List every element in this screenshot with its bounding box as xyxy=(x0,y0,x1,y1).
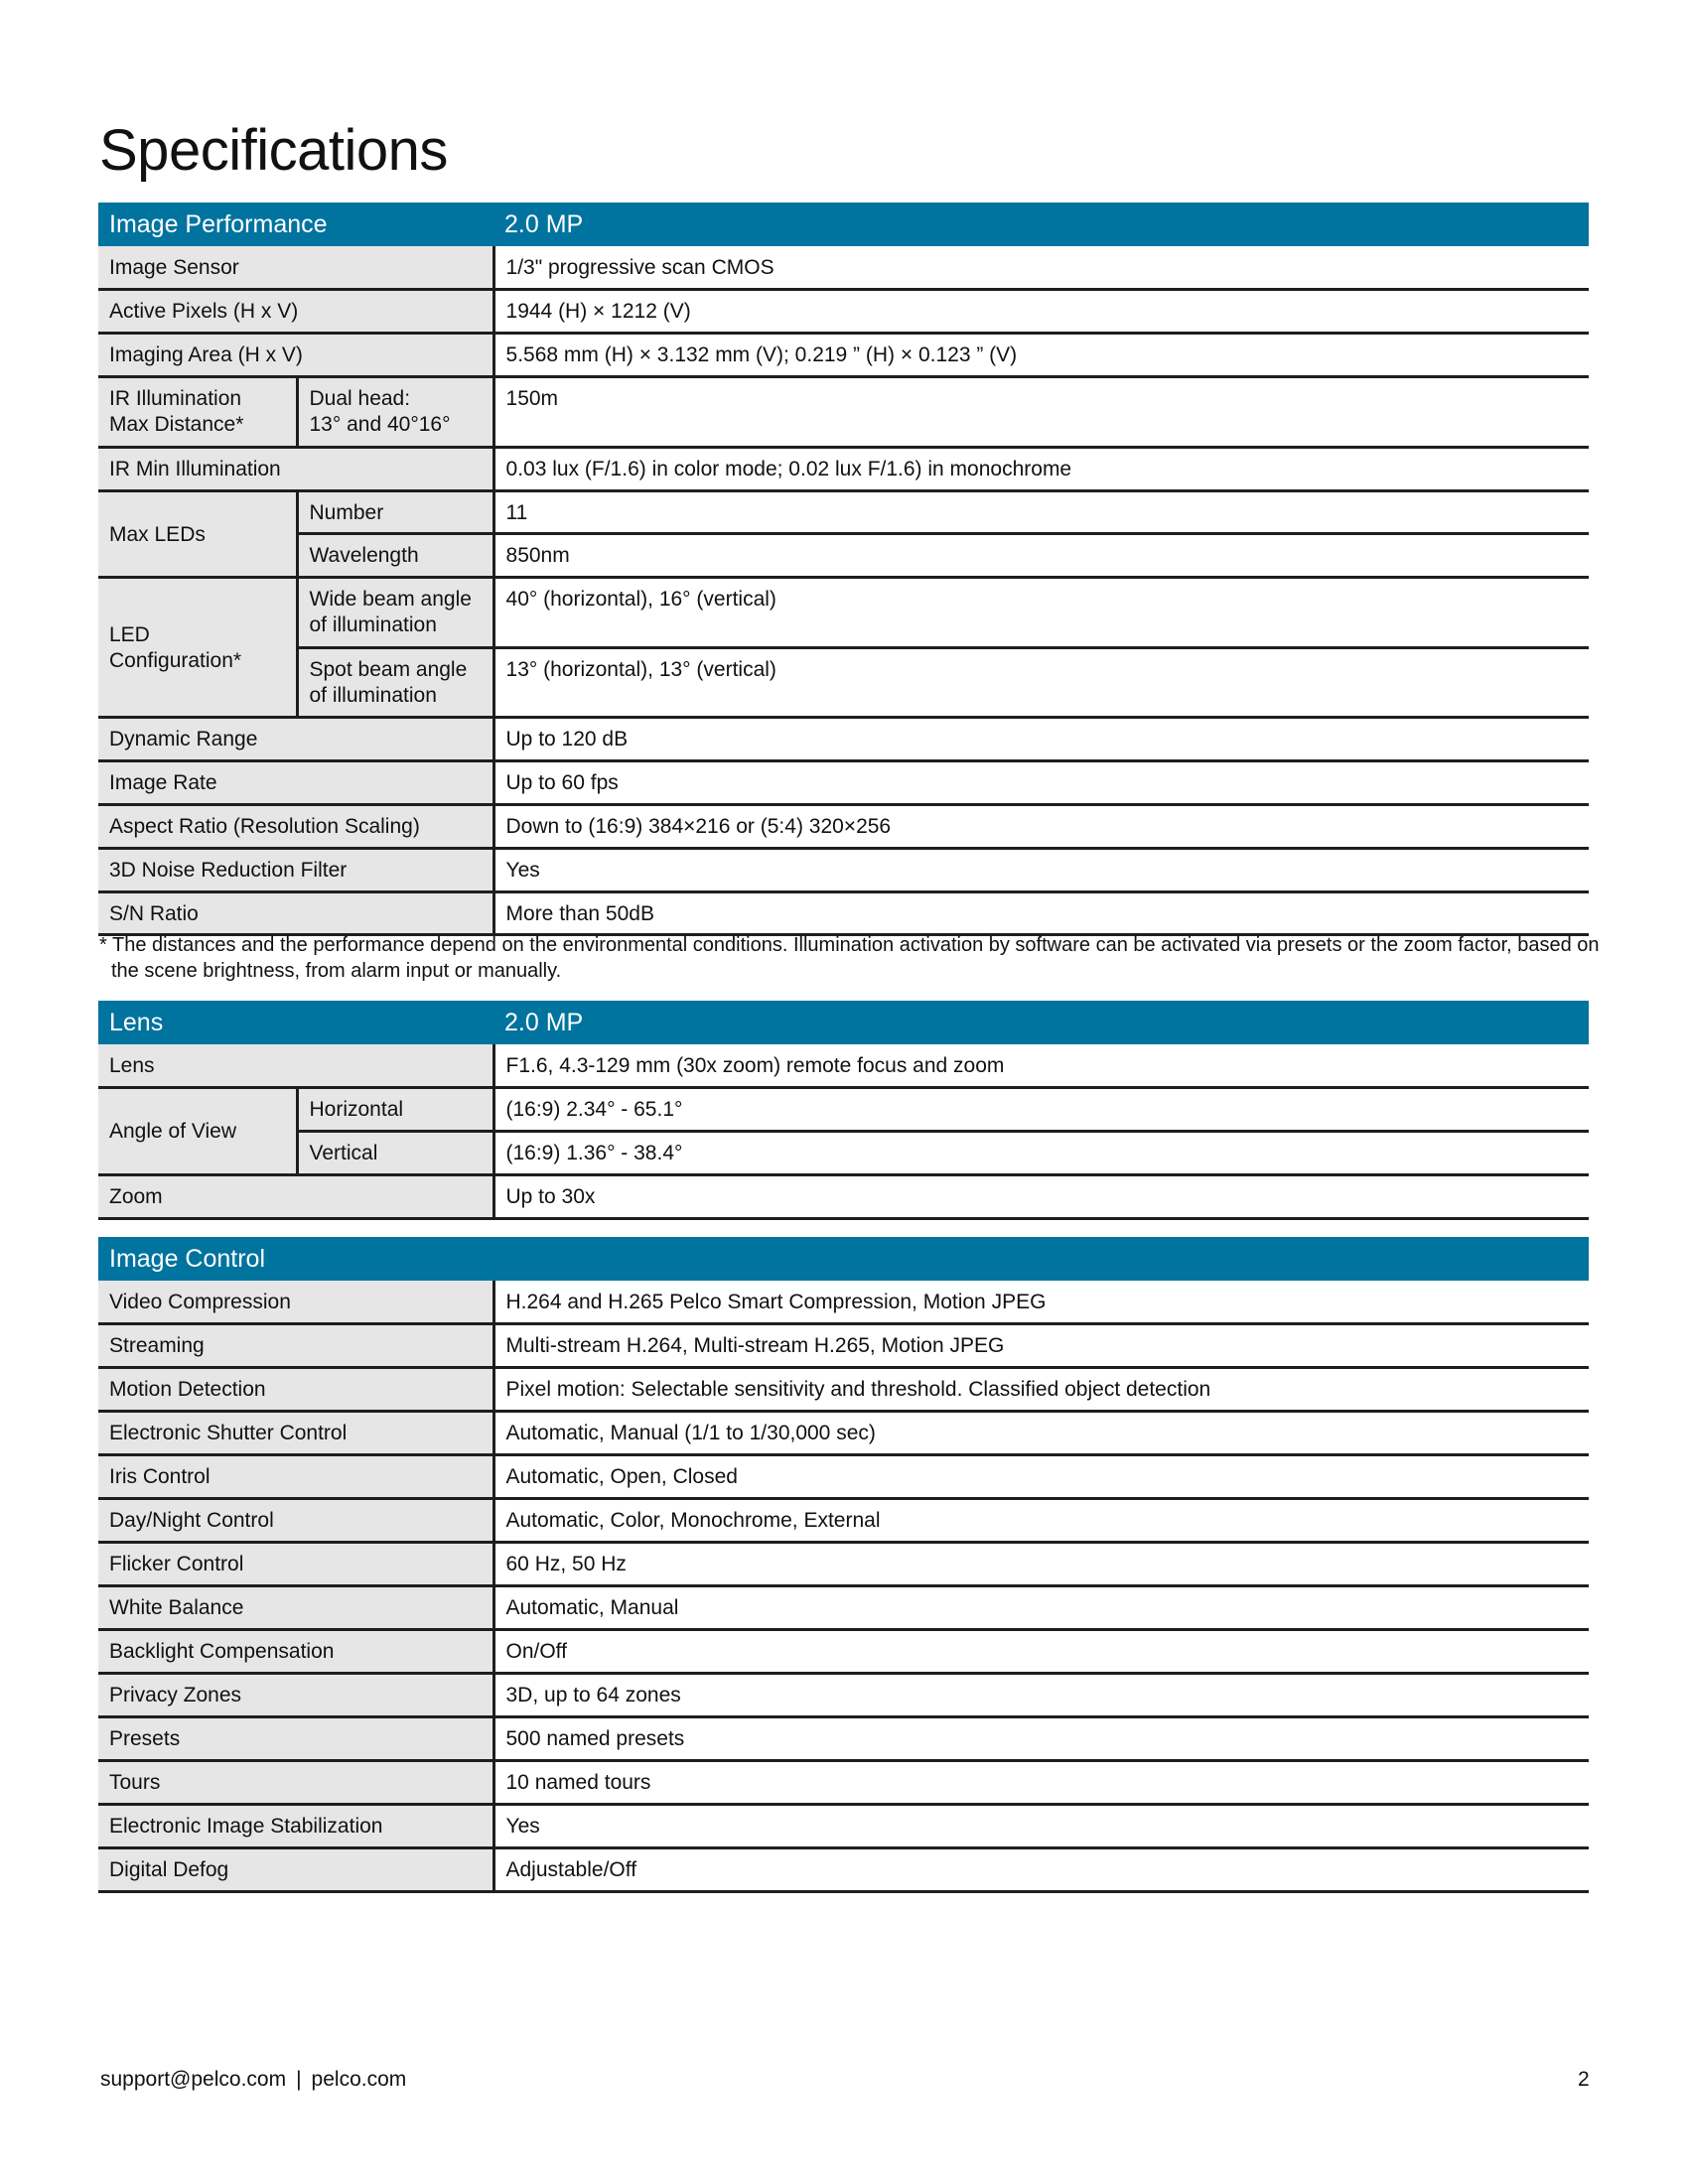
sublabel-line: 13° and 40°16° xyxy=(309,412,451,436)
section-title: Image Performance xyxy=(98,203,493,246)
row-value: (16:9) 1.36° - 38.4° xyxy=(493,1131,1589,1174)
row-label: Electronic Shutter Control xyxy=(98,1411,493,1454)
label-line: IR Illumination xyxy=(109,386,242,410)
footer-separator: | xyxy=(296,2068,302,2091)
row-value: 10 named tours xyxy=(493,1760,1589,1804)
row-label: Video Compression xyxy=(98,1281,493,1323)
row-label: 3D Noise Reduction Filter xyxy=(98,848,493,891)
table-row xyxy=(98,1760,1589,1804)
row-value: More than 50dB xyxy=(493,891,1589,934)
row-label: Active Pixels (H x V) xyxy=(98,289,493,333)
row-value: (16:9) 2.34° - 65.1° xyxy=(493,1087,1589,1131)
row-sublabel xyxy=(297,577,493,647)
table-row-angle-of-view xyxy=(98,1087,1589,1131)
label-line: Max Distance* xyxy=(109,412,244,436)
table-row xyxy=(98,1716,1589,1760)
table-row-ir-illumination xyxy=(98,376,1589,447)
row-label: Presets xyxy=(98,1716,493,1760)
footnote: * The distances and the performance depend on the environmental conditions. Illumination activation by software can be activated via presets or the zoom factor, based on the scene brightness, from alarm input or manually. xyxy=(99,934,1600,982)
row-value: 3D, up to 64 zones xyxy=(493,1673,1589,1716)
image-performance-header xyxy=(98,203,1589,246)
row-label: S/N Ratio xyxy=(98,891,493,934)
row-value: 13° (horizontal), 13° (vertical) xyxy=(493,647,1589,717)
table-row xyxy=(98,1847,1589,1891)
row-label: Angle of View xyxy=(98,1087,297,1174)
row-value: 5.568 mm (H) × 3.132 mm (V); 0.219 ” (H) × 0.123 ” (V) xyxy=(493,333,1589,376)
row-sublabel: Horizontal xyxy=(297,1087,493,1131)
table-row-angle-of-view xyxy=(98,1131,1589,1174)
section-title: Lens xyxy=(98,1001,493,1044)
support-email-link[interactable]: support@pelco.com xyxy=(100,2068,287,2091)
row-value: Yes xyxy=(493,848,1589,891)
page-title: Specifications xyxy=(99,118,448,183)
row-value: 850nm xyxy=(493,533,1589,577)
table-row xyxy=(98,848,1589,891)
row-label: IR Min Illumination xyxy=(98,447,493,490)
table-row xyxy=(98,1281,1589,1323)
row-sublabel: Wavelength xyxy=(297,533,493,577)
row-value: Multi-stream H.264, Multi-stream H.265, Motion JPEG xyxy=(493,1323,1589,1367)
table-row xyxy=(98,1629,1589,1673)
table-row-led-configuration xyxy=(98,647,1589,717)
label-line: LED xyxy=(109,622,150,646)
page-number: 2 xyxy=(1578,2068,1590,2091)
image-performance-table xyxy=(98,203,1589,936)
row-label: Digital Defog xyxy=(98,1847,493,1891)
table-row xyxy=(98,1454,1589,1498)
row-value: Automatic, Manual (1/1 to 1/30,000 sec) xyxy=(493,1411,1589,1454)
row-label: Day/Night Control xyxy=(98,1498,493,1542)
row-value: Automatic, Open, Closed xyxy=(493,1454,1589,1498)
table-row xyxy=(98,1174,1589,1218)
row-value: On/Off xyxy=(493,1629,1589,1673)
row-label: Zoom xyxy=(98,1174,493,1218)
row-label: Electronic Image Stabilization xyxy=(98,1804,493,1847)
row-value: 11 xyxy=(493,490,1589,533)
table-row xyxy=(98,1804,1589,1847)
row-label xyxy=(98,376,297,447)
section-resolution: 2.0 MP xyxy=(493,203,1589,246)
table-row xyxy=(98,1542,1589,1585)
row-label: Image Rate xyxy=(98,760,493,804)
row-label: White Balance xyxy=(98,1585,493,1629)
table-row xyxy=(98,804,1589,848)
label-line: Configuration* xyxy=(109,648,242,672)
row-value: 0.03 lux (F/1.6) in color mode; 0.02 lux F/1.6) in monochrome xyxy=(493,447,1589,490)
row-label: Motion Detection xyxy=(98,1367,493,1411)
table-row-max-leds xyxy=(98,490,1589,533)
table-row xyxy=(98,1367,1589,1411)
table-row xyxy=(98,1585,1589,1629)
table-row xyxy=(98,891,1589,934)
table-row-max-leds xyxy=(98,533,1589,577)
sublabel-line: Spot beam angle xyxy=(309,657,468,681)
row-sublabel xyxy=(297,647,493,717)
row-value: Up to 30x xyxy=(493,1174,1589,1218)
row-sublabel xyxy=(297,376,493,447)
row-value: 500 named presets xyxy=(493,1716,1589,1760)
row-label: Aspect Ratio (Resolution Scaling) xyxy=(98,804,493,848)
row-value: Automatic, Color, Monochrome, External xyxy=(493,1498,1589,1542)
table-row xyxy=(98,447,1589,490)
website-link[interactable]: pelco.com xyxy=(311,2068,407,2091)
table-row xyxy=(98,1498,1589,1542)
row-sublabel: Number xyxy=(297,490,493,533)
table-row xyxy=(98,1673,1589,1716)
row-value: 1/3" progressive scan CMOS xyxy=(493,246,1589,289)
footer-contact xyxy=(100,2068,406,2092)
row-value: Up to 60 fps xyxy=(493,760,1589,804)
row-label: Lens xyxy=(98,1044,493,1087)
sublabel-line: of illumination xyxy=(309,613,437,636)
row-value: Yes xyxy=(493,1804,1589,1847)
table-row-led-configuration xyxy=(98,577,1589,647)
row-label: Tours xyxy=(98,1760,493,1804)
sublabel-line: Wide beam angle xyxy=(309,587,472,611)
row-value: 1944 (H) × 1212 (V) xyxy=(493,289,1589,333)
row-label: Streaming xyxy=(98,1323,493,1367)
row-label: Flicker Control xyxy=(98,1542,493,1585)
row-sublabel: Vertical xyxy=(297,1131,493,1174)
table-row xyxy=(98,1044,1589,1087)
row-label: Privacy Zones xyxy=(98,1673,493,1716)
sublabel-line: of illumination xyxy=(309,683,437,707)
section-title: Image Control xyxy=(98,1237,1589,1281)
row-label: Dynamic Range xyxy=(98,717,493,760)
table-row xyxy=(98,289,1589,333)
table-row xyxy=(98,333,1589,376)
lens-header xyxy=(98,1001,1589,1044)
row-label: Image Sensor xyxy=(98,246,493,289)
row-label: Max LEDs xyxy=(98,490,297,577)
table-row xyxy=(98,717,1589,760)
row-label xyxy=(98,577,297,717)
image-control-header xyxy=(98,1237,1589,1281)
table-row xyxy=(98,1323,1589,1367)
row-value: 150m xyxy=(493,376,1589,447)
lens-table xyxy=(98,1001,1589,1220)
row-value: Up to 120 dB xyxy=(493,717,1589,760)
row-value: Automatic, Manual xyxy=(493,1585,1589,1629)
table-row xyxy=(98,246,1589,289)
row-value: Adjustable/Off xyxy=(493,1847,1589,1891)
section-resolution: 2.0 MP xyxy=(493,1001,1589,1044)
image-control-table xyxy=(98,1237,1589,1893)
row-value: F1.6, 4.3-129 mm (30x zoom) remote focus and zoom xyxy=(493,1044,1589,1087)
row-label: Imaging Area (H x V) xyxy=(98,333,493,376)
row-value: 60 Hz, 50 Hz xyxy=(493,1542,1589,1585)
row-value: Pixel motion: Selectable sensitivity and threshold. Classified object detection xyxy=(493,1367,1589,1411)
sublabel-line: Dual head: xyxy=(309,386,411,410)
table-row xyxy=(98,760,1589,804)
table-row xyxy=(98,1411,1589,1454)
row-value: H.264 and H.265 Pelco Smart Compression, Motion JPEG xyxy=(493,1281,1589,1323)
row-label: Iris Control xyxy=(98,1454,493,1498)
row-value: 40° (horizontal), 16° (vertical) xyxy=(493,577,1589,647)
row-value: Down to (16:9) 384×216 or (5:4) 320×256 xyxy=(493,804,1589,848)
row-label: Backlight Compensation xyxy=(98,1629,493,1673)
